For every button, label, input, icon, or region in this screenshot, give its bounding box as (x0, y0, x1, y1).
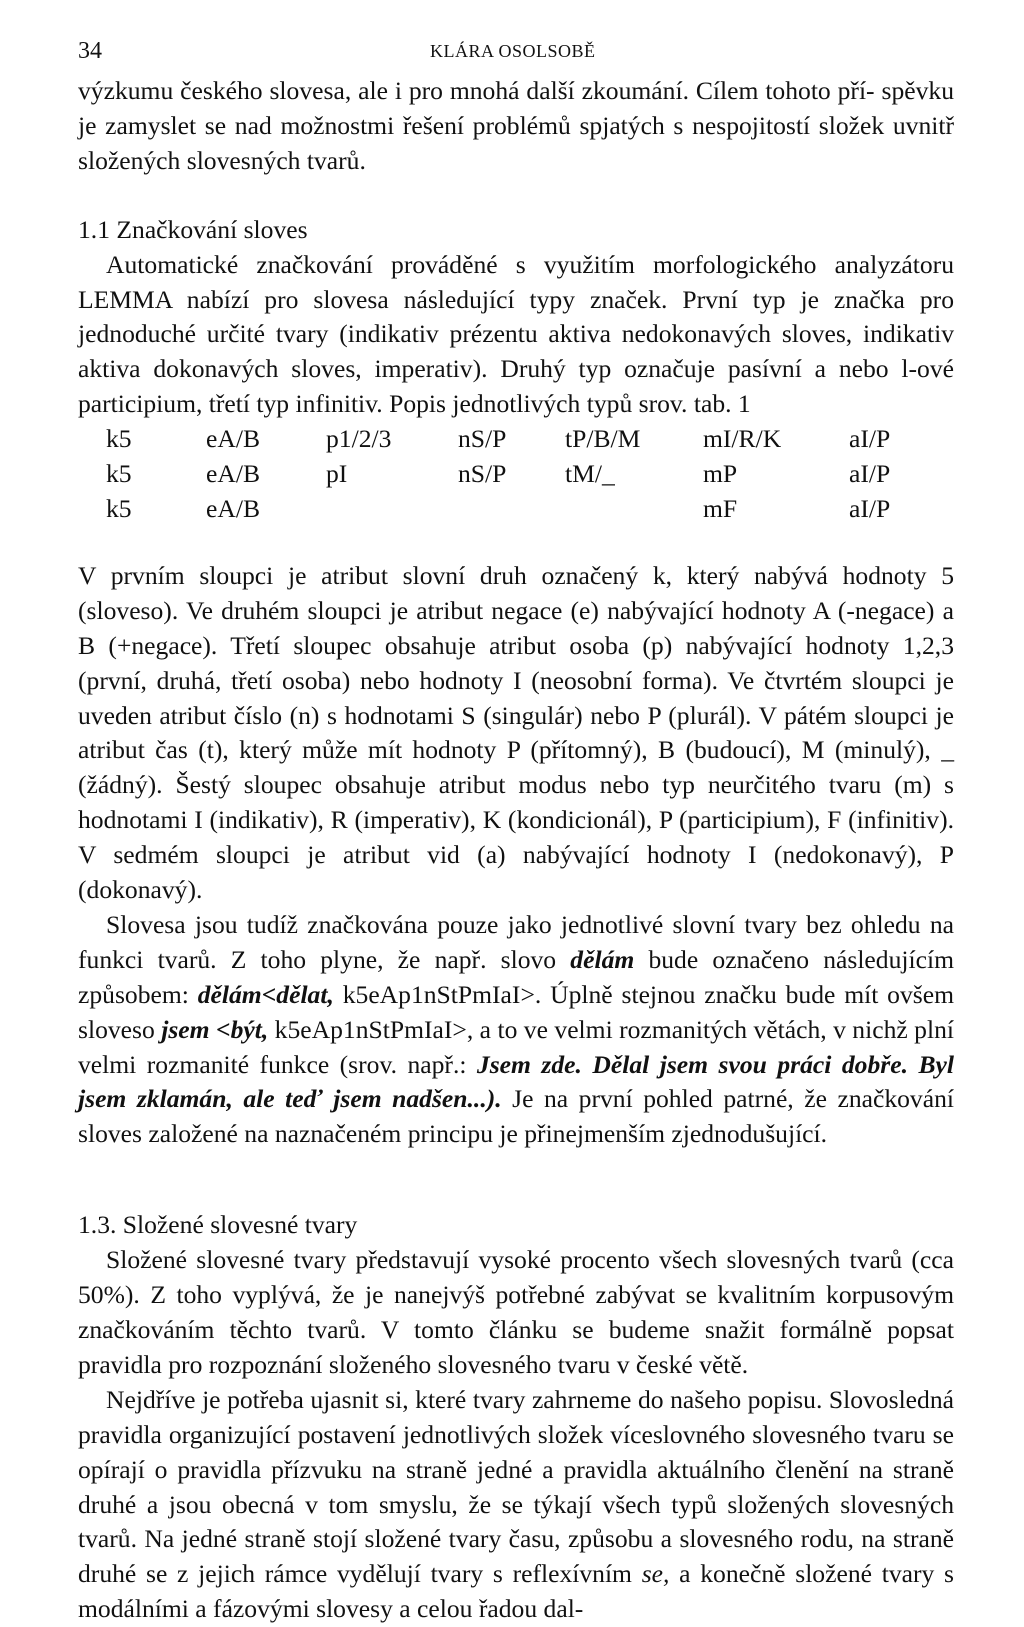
table-cell (458, 492, 565, 527)
tagging-example-paragraph (78, 908, 954, 1152)
table-cell: eA/B (206, 459, 261, 489)
tag-table (106, 422, 929, 527)
example-word: jsem (161, 1014, 210, 1044)
table-cell: eA/B (206, 424, 261, 454)
table-cell: mP (703, 459, 738, 489)
section-heading-1-3: 1.3. Složené slovesné tvary (78, 1210, 358, 1240)
paragraph-text: Nejdříve je potřeba ujasnit si, které tvary zahrneme do našeho popisu. Slovosledná pravidla organizující postavení jednotlivých složek víceslovného slovesného tvaru se opírají o pravidla přízvuku na straně jedné a pravidla aktuálního členění na straně druhé a jsou obecná v tom smyslu, že se týkají všech typů složených slovesných tvarů. Na jedné straně stojí složené tvary času, způsobu a slovesného rodu, na straně druhé se z jejich rámce vydělují tvary s reflexívním (78, 1384, 954, 1589)
page-number: 34 (78, 38, 102, 64)
table-cell: k5 (106, 459, 132, 489)
table-cell: eA/B (206, 493, 261, 523)
table-cell: aI/P (849, 493, 891, 523)
table-cell: k5 (106, 424, 132, 454)
intro-line: spěvku je zamyslet se nad možnostmi řešení problémů spjatých s nespojitostí (78, 76, 954, 140)
intro-paragraph (78, 74, 954, 179)
table-cell (326, 492, 458, 527)
composite-forms-paragraph-2 (78, 1383, 954, 1627)
example-word: dělám (570, 944, 635, 974)
running-header (78, 34, 954, 74)
explanation-paragraph: V prvním sloupci je atribut slovní druh označený k, který nabývá hodnoty 5 (sloveso). Ve druhém sloupci je atribut negace (e) nabývající hodnoty A (-negace) a B (+negace). Třetí sloupec obsahuje atribut osoba (p) nabývající hodnoty 1,2,3 (první, druhá, třetí osoba) nebo hodnoty I (neosobní forma). Ve čtvrtém sloupci je uveden atribut číslo (n) s hodnotami S (singulár) nebo P (plurál). V pátém sloupci je atribut čas (t), který může mít hodnoty P (přítomný), B (budoucí), M (minulý), _ (žádný). Šestý sloupec obsahuje atribut modus nebo typ neurčitého tvaru (m) s hodnotami I (indikativ), R (imperativ), K (kondicionál), P (participium), F (infinitiv). V sedmém sloupci je atribut vid (a) nabývající hodnoty I (nedokonavý), P (dokonavý). (78, 560, 954, 905)
table-cell (565, 492, 703, 527)
table-cell: mF (703, 493, 738, 523)
paragraph-text: a konečně složené tvary s modálními a fázovými slovesy a celou řadou dal- (78, 1559, 954, 1624)
paragraph-text: k5eAp1nStPmIaI>, a to ve velmi rozmanitých větách, v nichž plní velmi rozmanité funkce (srov. např.: (78, 1014, 954, 1079)
reflexive-se: se, (641, 1559, 670, 1589)
example-lemma: dělám<dělat, (197, 979, 334, 1009)
table-cell: tM/_ (565, 459, 615, 489)
paragraph-text: bude označeno následujícím způsobem: (78, 944, 954, 1009)
section-heading-1-1: 1.1 Značkování sloves (78, 214, 308, 244)
table-cell: k5 (106, 493, 132, 523)
table-cell: nS/P (458, 424, 507, 454)
table-cell: p1/2/3 (326, 424, 392, 454)
example-lemma: <být, (216, 1014, 269, 1044)
table-row (106, 457, 929, 492)
table-row (106, 422, 929, 457)
intro-line: výzkumu českého slovesa, ale i pro mnohá další zkoumání. Cílem tohoto pří- (78, 76, 875, 105)
table-cell: nS/P (458, 459, 507, 489)
example-sentences: Jsem zde. Dělal jsem svou práci dobře. Byl jsem zklamán, ale teď jsem nadšen...). (78, 1049, 954, 1114)
table-cell: pI (326, 459, 348, 489)
tagging-intro-paragraph: Automatické značkování prováděné s využitím morfologického analyzátoru LEMMA nabízí pro slovesa následující typy značek. První typ je značka pro jednoduché určité tvary (indikativ prézentu aktiva nedokonavých sloves, indikativ aktiva dokonavých sloves, imperativ). Druhý typ označuje pasívní a nebo l-ové participium, třetí typ infinitiv. Popis jednotlivých typů srov. tab. 1 (78, 249, 954, 419)
running-author: KLÁRA OSOLSOBĚ (430, 41, 596, 61)
composite-forms-paragraph-1: Složené slovesné tvary představují vysoké procento všech slovesných tvarů (cca 50%). Z toho vyplývá, že je nanejvýš potřebné zabývat se kvalitním korpusovým značkováním těchto tvarů. V tomto článku se budeme snažit formálně popsat pravidla pro rozpoznání složeného slovesného tvaru v české větě. (78, 1245, 954, 1379)
table-cell: aI/P (849, 424, 891, 454)
paragraph-text: Slovesa jsou tudíž značkována pouze jako jednotlivé slovní tvary bez ohledu na funkci tvarů. Z toho plyne, že např. slovo (78, 909, 954, 974)
table-cell: aI/P (849, 459, 891, 489)
paragraph-text: Je na první pohled patrné, že značkování sloves založené na naznačeném principu je přinejmenším zjednodušující. (78, 1084, 954, 1149)
intro-line: složek uvnitř složených slovesných tvarů. (78, 110, 955, 175)
table-row (106, 492, 929, 527)
table-cell: tP/B/M (565, 424, 641, 454)
table-cell: mI/R/K (703, 424, 782, 454)
paragraph-text: k5eAp1nStPmIaI>. Úplně stejnou značku bude mít ovšem sloveso (78, 979, 954, 1044)
